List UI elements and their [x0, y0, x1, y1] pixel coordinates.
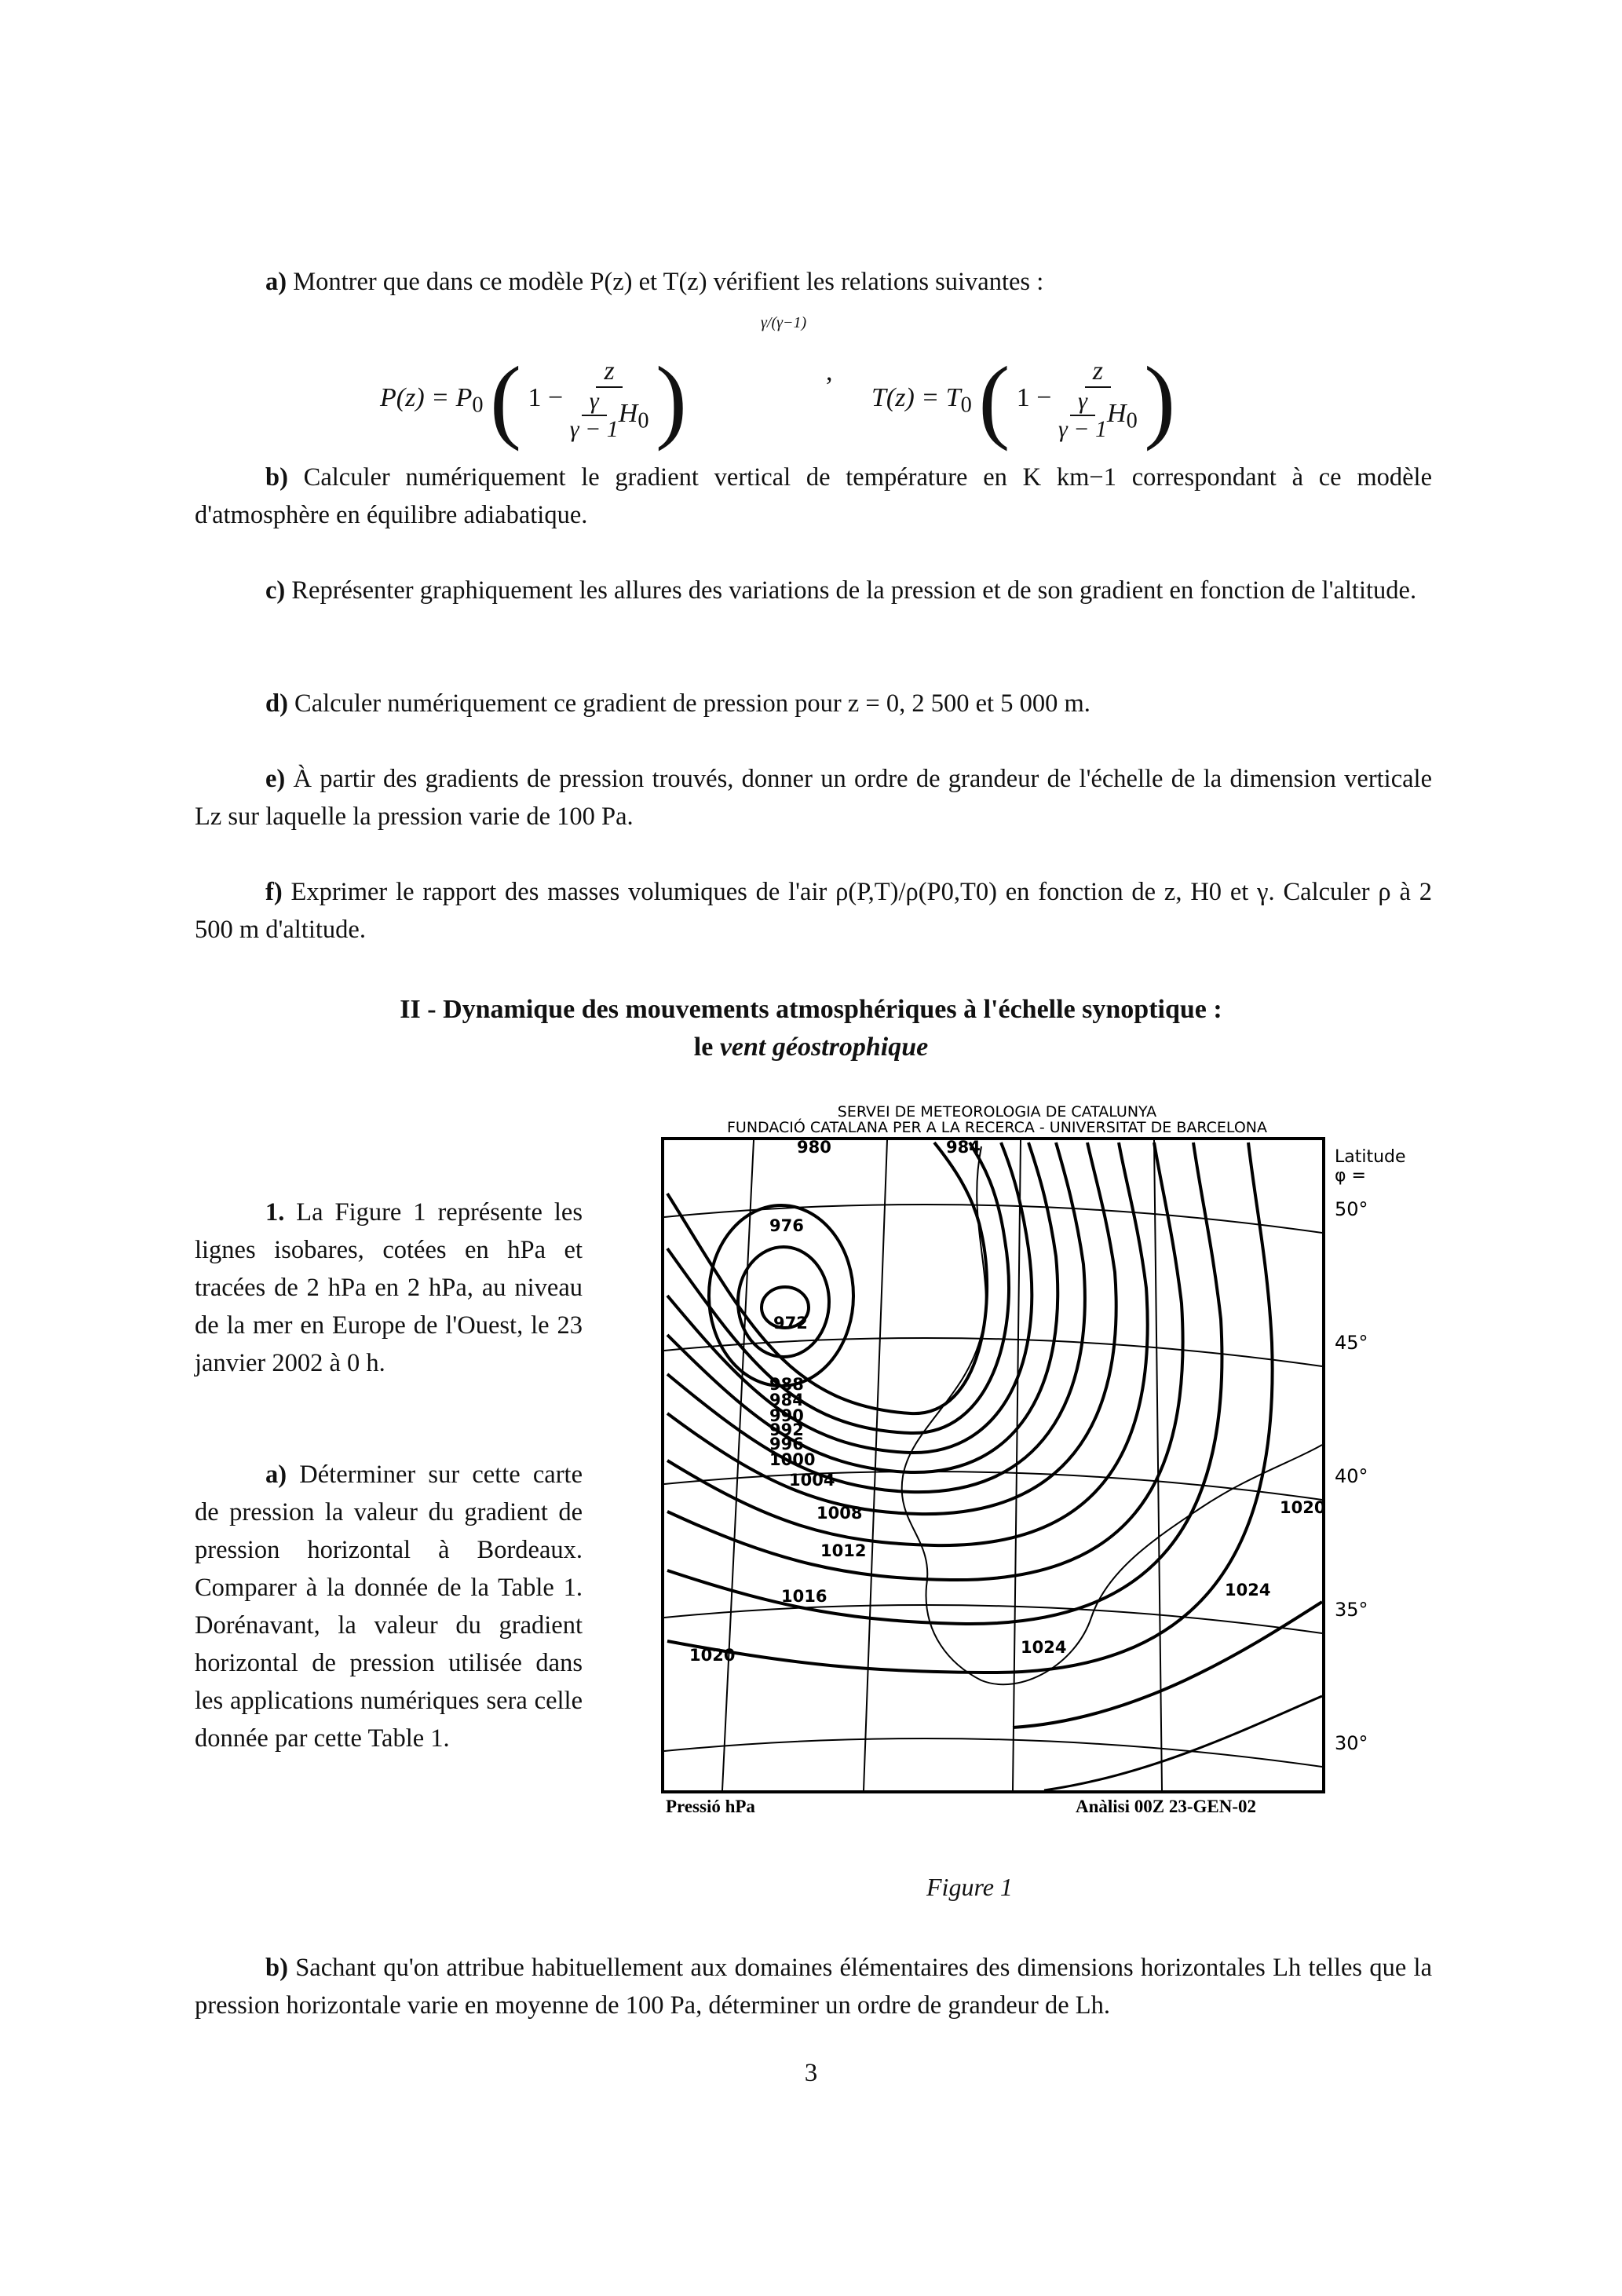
- isobar-label-1000: 1000: [769, 1450, 816, 1469]
- latitude-title: Latitude: [1335, 1147, 1405, 1167]
- question-c-label: c): [265, 576, 286, 605]
- question-f: [195, 873, 1432, 949]
- t-lhs: T(z) = T: [871, 382, 961, 412]
- p-h: H: [618, 398, 638, 428]
- question-c: [195, 572, 1432, 609]
- section-title-italic: vent géostrophique: [719, 1033, 929, 1062]
- question-e-label: e): [265, 765, 286, 793]
- lat-label-35: 35°: [1335, 1599, 1368, 1621]
- question-1-text: La Figure 1 représente les lignes isobares, cotées en hPa et tracées de 2 hPa en 2 hPa, au niveau de la mer en Europe de l'Ouest, le 23 janvier 2002 à 0 h.: [195, 1198, 583, 1377]
- isobar-label-980: 980: [797, 1138, 831, 1157]
- p-one-minus: 1 −: [528, 382, 564, 412]
- isobar-label-1020-east: 1020: [1280, 1498, 1326, 1517]
- question-d: [195, 685, 1432, 722]
- figure-caption: Figure 1: [926, 1873, 1013, 1901]
- question-d-text: Calculer numériquement ce gradient de pression pour z = 0, 2 500 et 5 000 m.: [294, 689, 1090, 718]
- pressure-equation: [380, 314, 807, 454]
- separator: ,: [826, 357, 833, 386]
- page-number: 3: [804, 2059, 818, 2087]
- open-paren: (: [490, 347, 521, 452]
- question-b-text: Calculer numériquement le gradient vertical de température en K km−1 correspondant à ce modèle d'atmosphère en équilibre adiabatique.: [195, 463, 1433, 529]
- isobar-label-1024-center: 1024: [1021, 1638, 1067, 1657]
- p-fraction: [570, 356, 649, 443]
- question-1b-text: Sachant qu'on attribue habituellement aux domaines élémentaires des dimensions horizontales Lh telles que la pression horizontale varie en moyenne de 100 Pa, déterminer un ordre de grandeur de Lh.: [195, 1954, 1433, 2020]
- isobar-label-992: 992: [769, 1420, 804, 1439]
- question-e: [195, 760, 1432, 835]
- t-gamma-minus-one: γ − 1: [1058, 416, 1108, 442]
- question-f-label: f): [265, 878, 283, 906]
- isobar-label-988: 988: [769, 1375, 804, 1394]
- question-a: [195, 263, 1432, 301]
- t-gamma-frac: [1058, 388, 1107, 443]
- isobar-label-1012: 1012: [820, 1541, 867, 1560]
- question-b: [195, 459, 1432, 534]
- t-h: H: [1107, 398, 1127, 428]
- question-b-label: b): [265, 463, 288, 492]
- section-title-prefix: le: [693, 1033, 714, 1062]
- question-c-text: Représenter graphiquement les allures des variations de la pression et de son gradient en fonction de l'altitude.: [291, 576, 1417, 605]
- p-h-sub: 0: [637, 408, 649, 433]
- question-1b-label: b): [265, 1954, 288, 1982]
- close-paren: ): [656, 347, 687, 452]
- latitude-phi: φ =: [1335, 1166, 1366, 1186]
- t-num: z: [1085, 356, 1111, 388]
- isobar-map-svg: [652, 1099, 1405, 1845]
- lat-label-40: 40°: [1335, 1465, 1368, 1487]
- question-1a-label: a): [265, 1461, 287, 1489]
- question-1a-text: Déterminer sur cette carte de pression la valeur du gradient de pression horizontal à Bordeaux. Comparer à la donnée de la Table 1. Dorénavant, la valeur du gradient horizontal de pression utilisée dans les applications numériques sera celle donnée par cette Table 1.: [195, 1461, 583, 1753]
- p-lhs: P(z) = P: [380, 382, 473, 412]
- t-open-paren: (: [978, 347, 1010, 452]
- isobar-label-1004: 1004: [789, 1471, 835, 1490]
- isobar-label-990: 990: [769, 1406, 804, 1425]
- p-exponent: γ/(γ−1): [761, 314, 807, 331]
- isobar-label-984-top: 984: [946, 1138, 981, 1157]
- p-sub: 0: [472, 393, 484, 418]
- t-sub: 0: [960, 393, 972, 418]
- question-d-label: d): [265, 689, 288, 718]
- figure-1-map: [652, 1099, 1405, 1845]
- question-1b: [195, 1949, 1432, 2024]
- isobar-label-996: 996: [769, 1435, 804, 1453]
- t-gamma: γ: [1070, 388, 1095, 416]
- lat-label-45: 45°: [1335, 1332, 1368, 1354]
- t-den: [1058, 388, 1138, 443]
- p-gamma-frac: [570, 388, 619, 443]
- isobar-label-972: 972: [773, 1314, 808, 1333]
- isobar-label-984: 984: [769, 1391, 804, 1409]
- map-header-1: SERVEI DE METEOROLOGIA DE CATALUNYA: [837, 1103, 1157, 1121]
- question-a-text: Montrer que dans ce modèle P(z) et T(z) vérifient les relations suivantes :: [293, 268, 1044, 296]
- p-den: [570, 388, 649, 443]
- t-h-sub: 0: [1126, 408, 1138, 433]
- t-fraction: [1058, 356, 1138, 443]
- lat-label-30: 30°: [1335, 1732, 1368, 1754]
- map-footer-right: Anàlisi 00Z 23-GEN-02: [1076, 1797, 1257, 1816]
- question-1: [195, 1194, 583, 1382]
- question-a-label: a): [265, 268, 287, 296]
- t-one-minus: 1 −: [1016, 382, 1052, 412]
- t-close-paren: ): [1144, 347, 1176, 452]
- temperature-equation: [871, 345, 1175, 454]
- map-footer-left: Pressió hPa: [666, 1797, 755, 1816]
- question-e-text: À partir des gradients de pression trouvés, donner un ordre de grandeur de l'échelle de la dimension verticale Lz sur laquelle la pression varie de 100 Pa.: [195, 765, 1433, 831]
- section-title-line1: II - Dynamique des mouvements atmosphériques à l'échelle synoptique :: [400, 995, 1222, 1024]
- question-1-label: 1.: [265, 1198, 285, 1227]
- section-title-line2: [0, 1029, 1622, 1066]
- isobar-label-1008: 1008: [816, 1504, 863, 1523]
- p-gamma-minus-one: γ − 1: [569, 416, 619, 442]
- p-gamma: γ: [582, 388, 607, 416]
- isobar-label-1020-west: 1020: [689, 1646, 736, 1665]
- isobar-label-976: 976: [769, 1216, 804, 1235]
- p-num: z: [596, 356, 622, 388]
- lat-label-50: 50°: [1335, 1198, 1368, 1220]
- map-frame: [663, 1139, 1324, 1792]
- isobar-label-1016: 1016: [781, 1587, 827, 1606]
- question-1a: [195, 1456, 583, 1757]
- isobar-label-1024-east: 1024: [1225, 1581, 1271, 1600]
- map-header-2: FUNDACIÓ CATALANA PER A LA RECERCA - UNIVERSITAT DE BARCELONA: [727, 1119, 1267, 1136]
- question-f-text: Exprimer le rapport des masses volumiques de l'air ρ(P,T)/ρ(P0,T0) en fonction de z, H0 et γ. Calculer ρ à 2 500 m d'altitude.: [195, 878, 1432, 944]
